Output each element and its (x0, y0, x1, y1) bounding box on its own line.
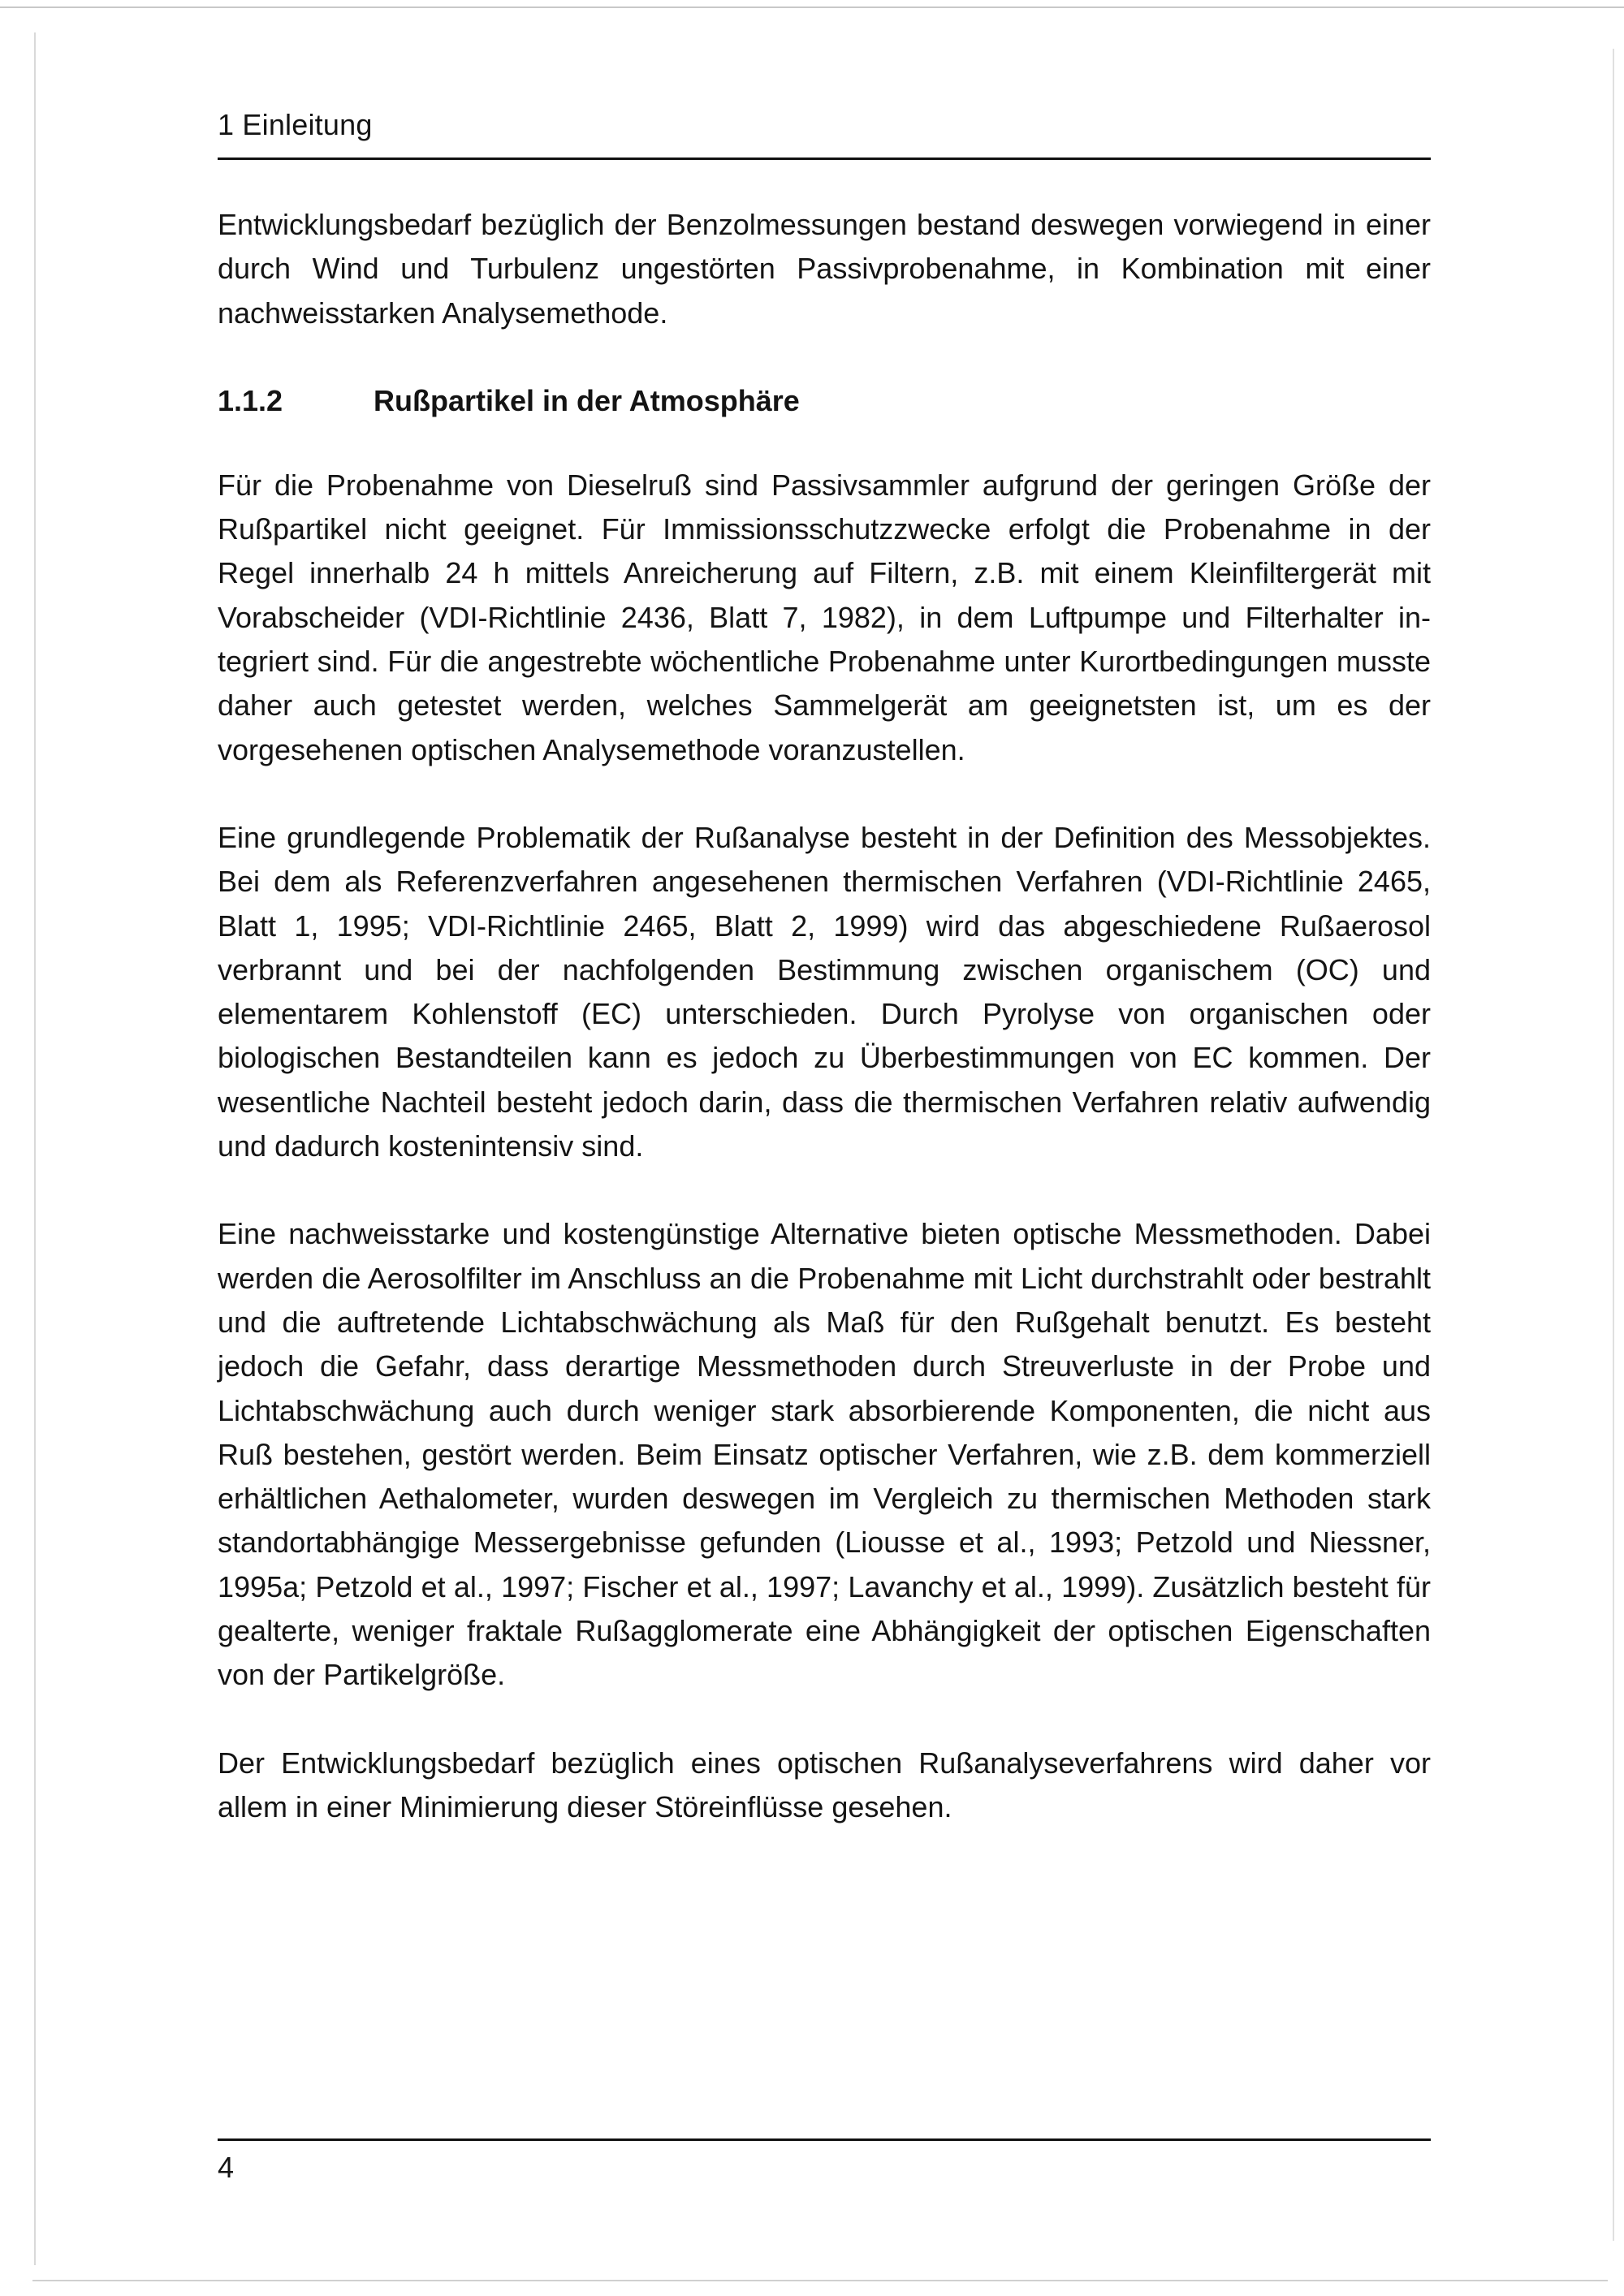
scan-edge-bottom (32, 2280, 1608, 2281)
page-number: 4 (218, 2151, 235, 2184)
footer-rule (218, 2138, 1431, 2141)
body-paragraph-2: Eine grundlegende Problematik der Rußanalyse besteht in der Definition des Messobjektes. Bei dem als Referenzverfahren angesehenen thermischen Verfahren (VDI-Richtlinie 2465, Blatt 1, 1995; VDI-Richtlinie 2465, Blatt 2, 1999) wird das abgeschiedene Rußaerosol verbrannt und bei der nachfolgenden Bestimmung zwischen organischem (OC) und elementarem Kohlenstoff (EC) unterschieden. Durch Pyrolyse von organischen oder biologischen Bestandteilen kann es jedoch zu Überbestimmungen von EC kommen. Der wesentliche Nachteil besteht jedoch darin, dass die thermischen Verfahren relativ aufwendig und dadurch kostenintensiv sind. (218, 820, 1431, 1163)
header-rule (218, 158, 1431, 160)
intro-paragraph: Entwicklungsbedarf bezüglich der Benzolmessungen bestand deswegen vorwiegend in einer durch Wind und Turbulenz ungestörten Passivprobenahme, in Kombination mit einer nachweisstarken Analysemethode. (218, 208, 1431, 330)
page-body (218, 203, 1431, 1873)
section-heading (218, 379, 1431, 423)
section-number: 1.1.2 (218, 383, 283, 417)
running-header: 1 Einleitung (218, 108, 373, 141)
body-paragraph-1: Für die Probenahme von Dieselruß sind Passivsammler aufgrund der geringen Größe der Rußpartikel nicht geeignet. Für Immissionsschutzzwecke erfolgt die Probenahme in der Regel innerhalb 24 h mittels Anreicherung auf Filtern, z.B. mit einem Kleinfiltergerät mit Vorabscheider (VDI-Richtlinie 2436, Blatt 7, 1982), in dem Luftpumpe und Filterhalter integriert sind. Für die angestrebte wöchentliche Probenahme unter Kurortbedingungen musste daher auch getestet werden, welches Sammelgerät am geeignetsten ist, um es der vorgesehenen optischen Analysemethode voranzustellen. (218, 468, 1431, 766)
body-paragraph-4: Der Entwicklungsbedarf bezüglich eines optischen Rußanalyseverfahrens wird daher vor allem in einer Minimierung dieser Störeinflüsse gesehen. (218, 1746, 1431, 1823)
scan-edge-right (1613, 49, 1614, 2241)
scan-edge-top (0, 6, 1624, 8)
scan-edge-left (34, 32, 36, 2265)
body-paragraph-3: Eine nachweisstarke und kostengünstige Alternative bieten optische Messmethoden. Dabei werden die Aerosolfilter im Anschluss an die Probenahme mit Licht durchstrahlt oder bestrahlt und die auftretende Lichtabschwächung als Maß für den Rußgehalt benutzt. Es besteht jedoch die Gefahr, dass derartige Messmethoden durch Streuverluste in der Probe und Lichtabschwächung auch durch weniger stark absorbierende Komponenten, die nicht aus Ruß bestehen, gestört werden. Beim Einsatz optischer Verfahren, wie z.B. dem kommerziell erhältlichen Aethalometer, wurden deswegen im Vergleich zu thermischen Methoden stark standortabhängige Messergebnisse gefunden (Liousse et al., 1993; Petzold und Niessner, 1995a; Petzold et al., 1997; Fischer et al., 1997; Lavanchy et al., 1999). Zusätzlich besteht für gealterte, weniger fraktale Rußagglomerate eine Abhängigkeit der optischen Eigenschaften von der Partikelgröße. (218, 1217, 1431, 1692)
section-title: Rußpartikel in der Atmosphäre (374, 383, 800, 417)
